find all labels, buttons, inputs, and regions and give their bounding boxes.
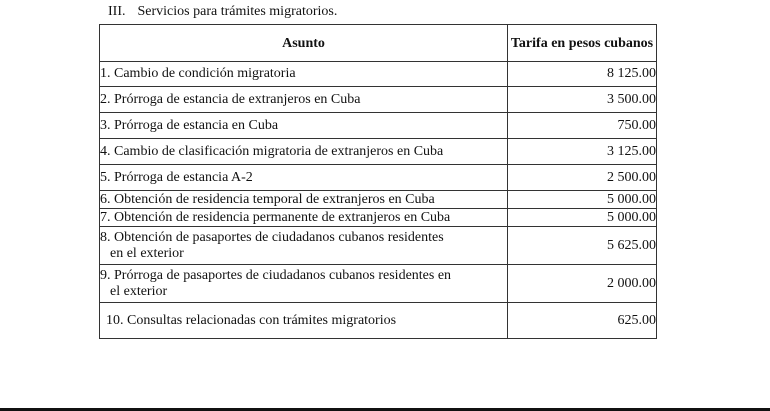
table-row [100, 191, 657, 209]
row-asunto: 7. Obtención de residencia permanente de extranjeros en Cuba [100, 209, 508, 227]
section-heading [108, 3, 337, 21]
row-asunto [100, 265, 508, 303]
row-tarifa: 2 000.00 [508, 265, 657, 303]
row-asunto-line: el exterior [110, 283, 168, 299]
row-asunto: 1. Cambio de condición migratoria [100, 62, 508, 87]
table-row [100, 87, 657, 113]
row-tarifa: 3 500.00 [508, 87, 657, 113]
table-row [100, 227, 657, 265]
row-asunto: 10. Consultas relacionadas con trámites migratorios [100, 303, 508, 339]
header-asunto: Asunto [100, 25, 508, 62]
row-asunto: 2. Prórroga de estancia de extranjeros en Cuba [100, 87, 508, 113]
table-row [100, 265, 657, 303]
row-tarifa: 5 000.00 [508, 191, 657, 209]
row-asunto: 3. Prórroga de estancia en Cuba [100, 113, 508, 139]
row-tarifa: 625.00 [508, 303, 657, 339]
table-row [100, 139, 657, 165]
row-asunto-line: 8. Obtención de pasaportes de ciudadanos cubanos residentes [100, 229, 444, 245]
row-tarifa: 8 125.00 [508, 62, 657, 87]
row-tarifa: 750.00 [508, 113, 657, 139]
table-row [100, 209, 657, 227]
table-row [100, 113, 657, 139]
section-number: III. [108, 4, 126, 19]
tariff-table [99, 24, 657, 339]
row-tarifa: 3 125.00 [508, 139, 657, 165]
row-asunto: 4. Cambio de clasificación migratoria de extranjeros en Cuba [100, 139, 508, 165]
row-asunto-line: en el exterior [110, 245, 184, 261]
table-row [100, 165, 657, 191]
row-asunto: 6. Obtención de residencia temporal de extranjeros en Cuba [100, 191, 508, 209]
row-tarifa: 5 625.00 [508, 227, 657, 265]
row-asunto-line: 9. Prórroga de pasaportes de ciudadanos cubanos residentes en [100, 267, 452, 283]
header-tarifa: Tarifa en pesos cubanos [508, 25, 657, 62]
row-tarifa: 2 500.00 [508, 165, 657, 191]
row-asunto [100, 227, 508, 265]
table-row [100, 62, 657, 87]
table-row [100, 303, 657, 339]
section-title: Servicios para trámites migratorios. [137, 4, 338, 19]
row-tarifa: 5 000.00 [508, 209, 657, 227]
row-asunto: 5. Prórroga de estancia A-2 [100, 165, 508, 191]
table-header-row [100, 25, 657, 62]
